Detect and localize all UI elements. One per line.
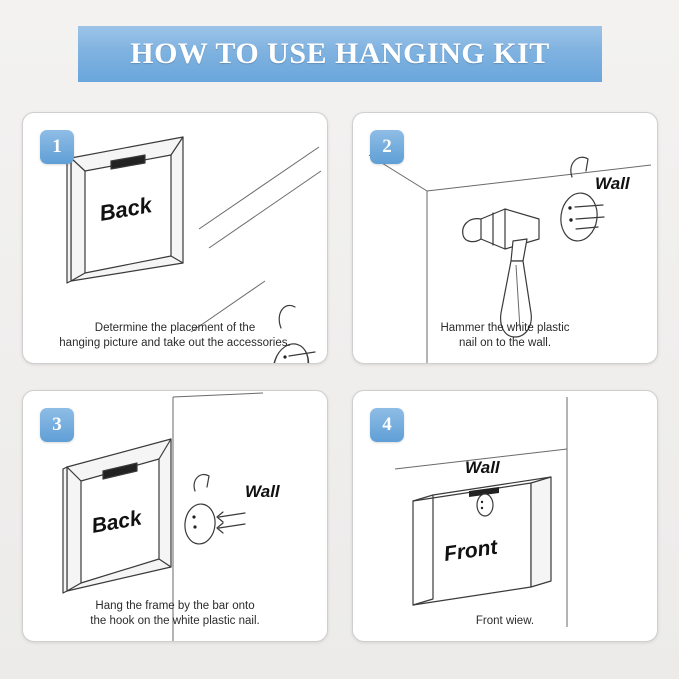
step-panel-3 [22,390,328,642]
step-caption-3 [23,599,327,629]
frame-back-label: Back [97,192,154,226]
plastic-nail-hook [183,474,217,545]
step-number-badge-2: 2 [370,130,404,164]
caption-line-1: Determine the placement of the [94,322,256,334]
step-panel-1 [22,112,328,364]
step-caption-4 [353,614,657,629]
step-number-badge-3: 3 [40,408,74,442]
wall-label-4: Wall [465,458,500,477]
title-banner [78,26,602,82]
frame-front-label: Front [442,535,499,566]
step-caption-2 [353,321,657,351]
motion-arrows [217,512,245,533]
wall-label-2: Wall [595,174,630,193]
caption-line-1: Front wiew. [475,615,535,627]
step-number-badge-4: 4 [370,408,404,442]
wall-label-3: Wall [245,482,280,501]
step-panel-2 [352,112,658,364]
step-caption-1 [23,321,327,351]
caption-line-1: Hang the frame by the bar onto [95,600,255,612]
page-title: HOW TO USE HANGING KIT [130,37,550,70]
caption-line-2: hanging picture and take out the accessories. [59,337,291,349]
caption-line-1: Hammer the white plastic [440,322,570,334]
steps-grid [22,112,658,657]
frame-back-label-3: Back [89,506,144,538]
hammer-icon [463,209,539,337]
step-number-badge-1: 1 [40,130,74,164]
caption-line-2: the hook on the white plastic nail. [90,615,260,627]
plastic-nail-hook [558,157,604,243]
caption-line-2: nail on to the wall. [458,337,552,349]
wall-lines [191,147,321,332]
step-panel-4 [352,390,658,642]
